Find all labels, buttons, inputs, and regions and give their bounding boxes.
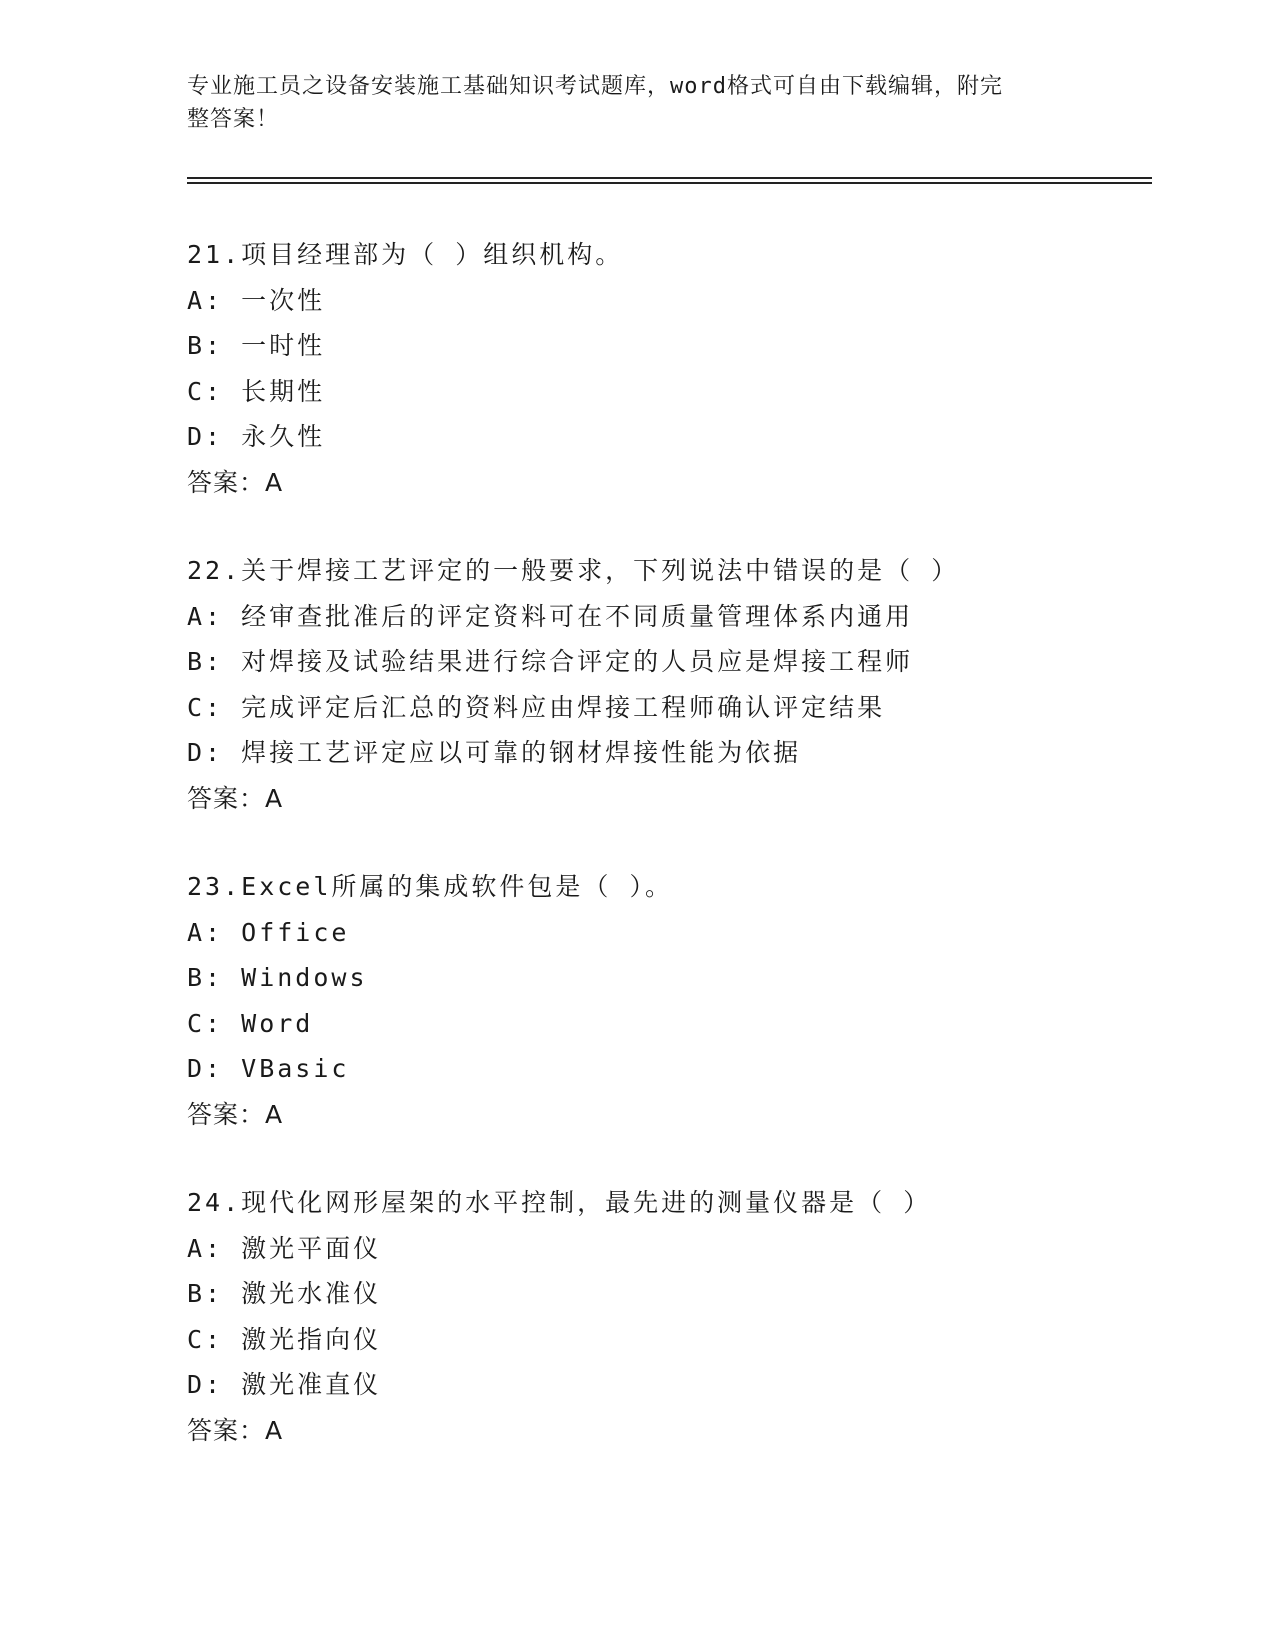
header-line-1: 专业施工员之设备安装施工基础知识考试题库，word格式可自由下载编辑，附完 <box>187 74 1003 99</box>
option-c: C: 完成评定后汇总的资料应由焊接工程师确认评定结果 <box>187 692 886 722</box>
option-b: B: 激光水准仪 <box>187 1279 382 1308</box>
header-divider-top <box>187 177 1152 179</box>
option-c: C: Word <box>187 1008 314 1038</box>
option-a: A: 经审查批准后的评定资料可在不同质量管理体系内通用 <box>187 601 914 631</box>
option-a: A: 一次性 <box>187 285 326 315</box>
option-c: C: 长期性 <box>187 376 326 406</box>
answer-line: 答案：A <box>187 1415 284 1445</box>
option-c: C: 激光指向仪 <box>187 1324 382 1354</box>
option-b: B: 对焊接及试验结果进行综合评定的人员应是焊接工程师 <box>187 647 914 676</box>
header-line-2: 整答案！ <box>187 107 280 132</box>
option-a: A: 激光平面仪 <box>187 1233 382 1263</box>
option-a: A: Office <box>187 917 350 947</box>
question-23 <box>187 864 1147 1137</box>
question-22 <box>187 548 1147 821</box>
answer-line: 答案：A <box>187 783 284 813</box>
option-d: D: 焊接工艺评定应以可靠的钢材焊接性能为依据 <box>187 738 802 767</box>
document-header <box>187 70 1067 136</box>
question-stem: 21.项目经理部为（ ）组织机构。 <box>187 240 624 269</box>
option-d: D: 激光准直仪 <box>187 1370 382 1399</box>
question-stem: 24.现代化网形屋架的水平控制，最先进的测量仪器是（ ） <box>187 1188 932 1217</box>
option-b: B: 一时性 <box>187 331 326 360</box>
answer-line: 答案：A <box>187 1099 284 1129</box>
option-b: B: Windows <box>187 963 368 992</box>
question-24 <box>187 1180 1147 1453</box>
header-divider-bottom <box>187 182 1152 184</box>
option-d: D: VBasic <box>187 1054 350 1083</box>
option-d: D: 永久性 <box>187 422 326 451</box>
answer-line: 答案：A <box>187 467 284 497</box>
question-21 <box>187 232 1147 505</box>
question-stem: 23.Excel所属的集成软件包是（ ）。 <box>187 872 673 901</box>
question-stem: 22.关于焊接工艺评定的一般要求，下列说法中错误的是（ ） <box>187 556 960 585</box>
